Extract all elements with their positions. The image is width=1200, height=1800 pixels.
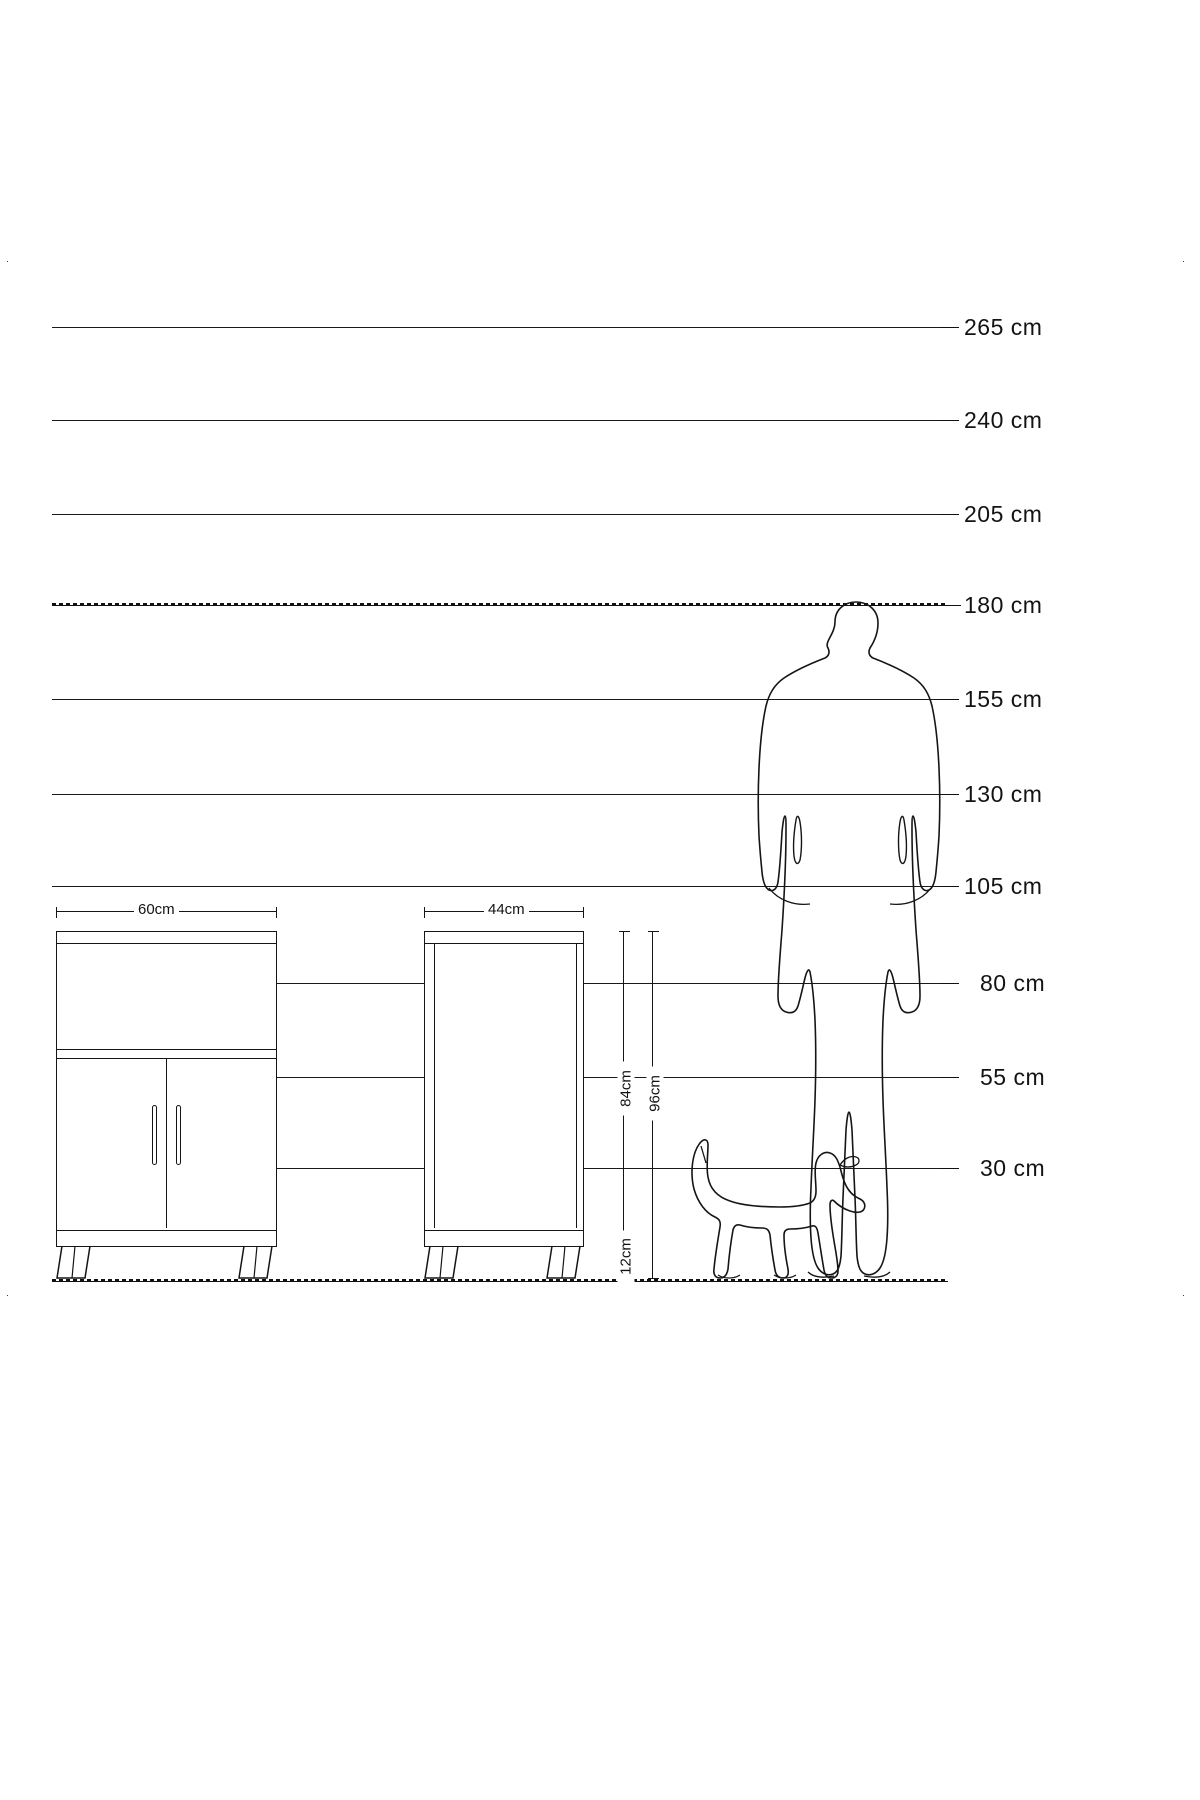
corner-mark-bottom-right: · (1182, 1290, 1185, 1300)
grid-label-155: 155 cm (964, 686, 1043, 712)
cabinet-side-front-edge (434, 943, 435, 1228)
grid-label-240: 240 cm (964, 407, 1043, 433)
cabinet-side-base-line (425, 1230, 583, 1231)
cabinet-side-back-edge (576, 943, 577, 1228)
dimension-width-side-label: 44cm (484, 901, 529, 918)
grid-label-130: 130 cm (964, 781, 1043, 807)
dimension-body-height-label: 84cm (618, 1062, 635, 1116)
grid-label-205: 205 cm (964, 501, 1043, 527)
dimension-width-front-label: 60cm (134, 901, 179, 918)
cabinet-front-base-line (57, 1230, 276, 1231)
grid-line-205 (52, 514, 939, 515)
grid-label-55: 55 cm (980, 1064, 1046, 1090)
cabinet-front-handle-left[interactable] (152, 1105, 157, 1165)
tick-205 (939, 514, 959, 515)
tick-265 (939, 327, 959, 328)
grid-label-30: 30 cm (980, 1155, 1046, 1181)
corner-mark-top-right: · (1182, 256, 1185, 266)
cabinet-front-handle-right[interactable] (176, 1105, 181, 1165)
grid-label-180: 180 cm (964, 592, 1043, 618)
grid-label-80: 80 cm (980, 970, 1046, 996)
grid-label-265: 265 cm (964, 314, 1043, 340)
dimension-total-height-label: 96cm (647, 1067, 664, 1121)
dimension-leg-height-label: 12cm (618, 1231, 635, 1283)
corner-mark-bottom-left: · (6, 1290, 9, 1300)
cabinet-side-view (424, 931, 584, 1247)
corner-mark-top-left: · (6, 256, 9, 266)
cabinet-side-legs (424, 1245, 590, 1281)
cabinet-front-legs (56, 1245, 282, 1281)
grid-line-265 (52, 327, 939, 328)
cabinet-front-top-edge (57, 943, 276, 944)
tick-240 (939, 420, 959, 421)
cabinet-front-view (56, 931, 277, 1247)
cabinet-front-shelf-line (57, 1049, 276, 1050)
cabinet-front-door-split (166, 1058, 167, 1228)
cat-silhouette (688, 1133, 872, 1281)
grid-line-240 (52, 420, 939, 421)
cabinet-side-top-edge (425, 943, 583, 944)
grid-label-105: 105 cm (964, 873, 1043, 899)
